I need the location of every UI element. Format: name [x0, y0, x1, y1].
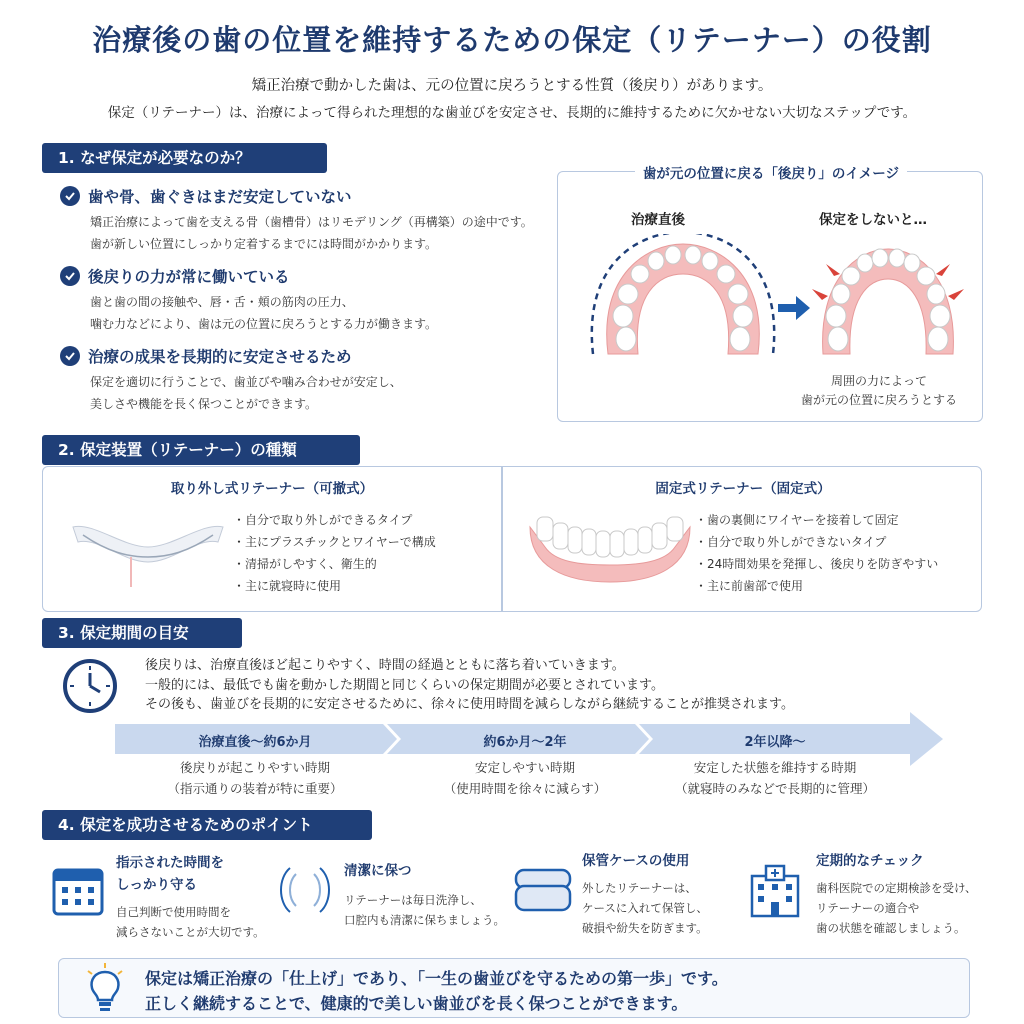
- reason-body: 矯正治療によって歯を支える骨（歯槽骨）はリモデリング（再構築）の途中です。: [90, 215, 533, 229]
- section-3-heading: 3. 保定期間の目安: [42, 618, 242, 648]
- period-text-line: その後も、歯並びを長期的に安定させるために、徐々に使用時間を減らしながら継続することが推奨されます。: [145, 697, 794, 712]
- fixed-retainer-illustration: [525, 507, 695, 587]
- removable-bullet: ・ 主に就寝時に使用: [233, 575, 436, 597]
- point-body: リテーナーは毎日洗浄し、: [344, 893, 482, 907]
- relapse-caption: 歯が元の位置に戻ろうとする: [800, 393, 957, 407]
- section-1-heading: 1. なぜ保定が必要なのか？: [42, 143, 327, 173]
- point-body: 自己判断で使用時間を: [116, 905, 231, 919]
- point-body: 口腔内も清潔に保ちましょう。: [344, 913, 505, 927]
- stage-desc: 安定しやすい時期: [474, 760, 575, 775]
- relapse-caption: 周囲の力によって: [830, 374, 927, 388]
- page-title: 治療後の歯の位置を維持するための保定（リテーナー）の役割: [92, 23, 932, 57]
- point-body: 歯科医院での定期検診を受け、: [816, 881, 977, 895]
- period-text-line: 後戻りは、治療直後ほど起こりやすく、時間の経過とともに落ち着いていきます。: [145, 658, 625, 673]
- case-icon: [512, 862, 574, 918]
- point-title: しっかり守る: [116, 877, 197, 893]
- removable-bullet: ・ 清掃がしやすく、衛生的: [233, 553, 436, 575]
- after-treatment-label: 治療直後: [631, 212, 685, 228]
- arrow-right-icon: [778, 296, 810, 320]
- fixed-bullet: ・ 歯の裏側にワイヤーを接着して固定: [695, 509, 938, 531]
- reason-title: 歯や骨、歯ぐきはまだ安定していない: [88, 188, 352, 206]
- relapse-box-title: 歯が元の位置に戻る「後戻り」のイメージ: [635, 166, 907, 182]
- retainer-types-box: [42, 466, 982, 612]
- point-title: 清潔に保つ: [344, 863, 412, 879]
- reason-title: 治療の成果を長期的に安定させるため: [88, 348, 352, 366]
- intro-line-1: 矯正治療で動かした歯は、元の位置に戻ろうとする性質（後戻り）があります。: [251, 78, 773, 94]
- point-body: リテーナーの適合や: [816, 901, 920, 915]
- reason-body: 噛む力などにより、歯は元の位置に戻ろうとする力が働きます。: [90, 317, 438, 331]
- stage-desc: （指示通りの装着が特に重要）: [167, 781, 343, 796]
- reason-body: 歯が新しい位置にしっかり定着するまでには時間がかかります。: [90, 237, 438, 251]
- hospital-icon: [746, 862, 804, 920]
- check-icon: [60, 346, 80, 366]
- point-body: 破損や紛失を防ぎます。: [582, 921, 708, 935]
- removable-retainer-illustration: [63, 507, 233, 592]
- reason-item-3: [60, 345, 560, 415]
- point-body: 外したリテーナーは、: [582, 881, 697, 895]
- without-retainer-label: 保定をしないと…: [819, 212, 927, 228]
- summary-line: 保定は矯正治療の「仕上げ」であり、「一生の歯並びを守るための第一歩」です。: [145, 969, 728, 988]
- fixed-bullet: ・ 自分で取り外しができないタイプ: [695, 531, 938, 553]
- point-title: 定期的なチェック: [816, 853, 924, 869]
- stage-desc: （就寝時のみなどで長期的に管理）: [674, 781, 875, 796]
- section-2-heading: 2. 保定装置（リテーナー）の種類: [42, 435, 360, 465]
- removable-bullet: ・ 自分で取り外しができるタイプ: [233, 509, 436, 531]
- stage-desc: （使用時間を徐々に減らす）: [443, 781, 607, 796]
- fixed-bullet: ・ 主に前歯部で使用: [695, 575, 938, 597]
- reason-item-1: [60, 185, 560, 255]
- calendar-icon: [50, 862, 106, 918]
- stage-label: 治療直後〜約6か月: [198, 735, 312, 750]
- lightbulb-icon: [84, 962, 126, 1014]
- stage-label: 約6か月〜2年: [483, 735, 567, 750]
- reason-body: 美しさや機能を長く保つことができます。: [90, 397, 318, 411]
- period-text-line: 一般的には、最低でも歯を動かした期間と同じくらいの保定期間が必要とされています。: [145, 677, 664, 693]
- clock-icon: [62, 658, 118, 714]
- point-title: 保管ケースの使用: [582, 853, 690, 869]
- stage-desc: 後戻りが起こりやすい時期: [179, 760, 330, 775]
- point-body: 歯の状態を確認しましょう。: [816, 921, 966, 935]
- dental-arch-illustration: [578, 234, 968, 364]
- retainer-icon: [276, 862, 334, 918]
- reason-body: 歯と歯の間の接触や、唇・舌・頬の筋肉の圧力、: [90, 295, 354, 309]
- fixed-bullet: ・ 24時間効果を発揮し、後戻りを防ぎやすい: [695, 553, 938, 575]
- point-body: 減らさないことが大切です。: [116, 925, 265, 939]
- relapse-image-box: [557, 166, 983, 422]
- point-title: 指示された時間を: [116, 855, 224, 871]
- reason-item-2: [60, 265, 560, 335]
- stage-desc: 安定した状態を維持する時期: [693, 760, 857, 775]
- removable-title: 取り外し式リテーナー（可撤式）: [170, 481, 374, 497]
- intro-line-2: 保定（リテーナー）は、治療によって得られた理想的な歯並びを安定させ、長期的に維持するために欠かせない大切なステップです。: [107, 105, 917, 121]
- removable-bullet: ・ 主にプラスチックとワイヤーで構成: [233, 531, 436, 553]
- point-body: ケースに入れて保管し、: [582, 901, 708, 915]
- check-icon: [60, 266, 80, 286]
- section-4-heading: 4. 保定を成功させるためのポイント: [42, 810, 372, 840]
- reason-title: 後戻りの力が常に働いている: [88, 268, 290, 286]
- fixed-title: 固定式リテーナー（固定式）: [655, 481, 831, 497]
- check-icon: [60, 186, 80, 206]
- reason-body: 保定を適切に行うことで、歯並びや噛み合わせが安定し、: [90, 375, 402, 389]
- summary-line: 正しく継続することで、健康的で美しい歯並びを長く保つことができます。: [145, 994, 688, 1013]
- stage-label: 2年以降〜: [744, 735, 806, 750]
